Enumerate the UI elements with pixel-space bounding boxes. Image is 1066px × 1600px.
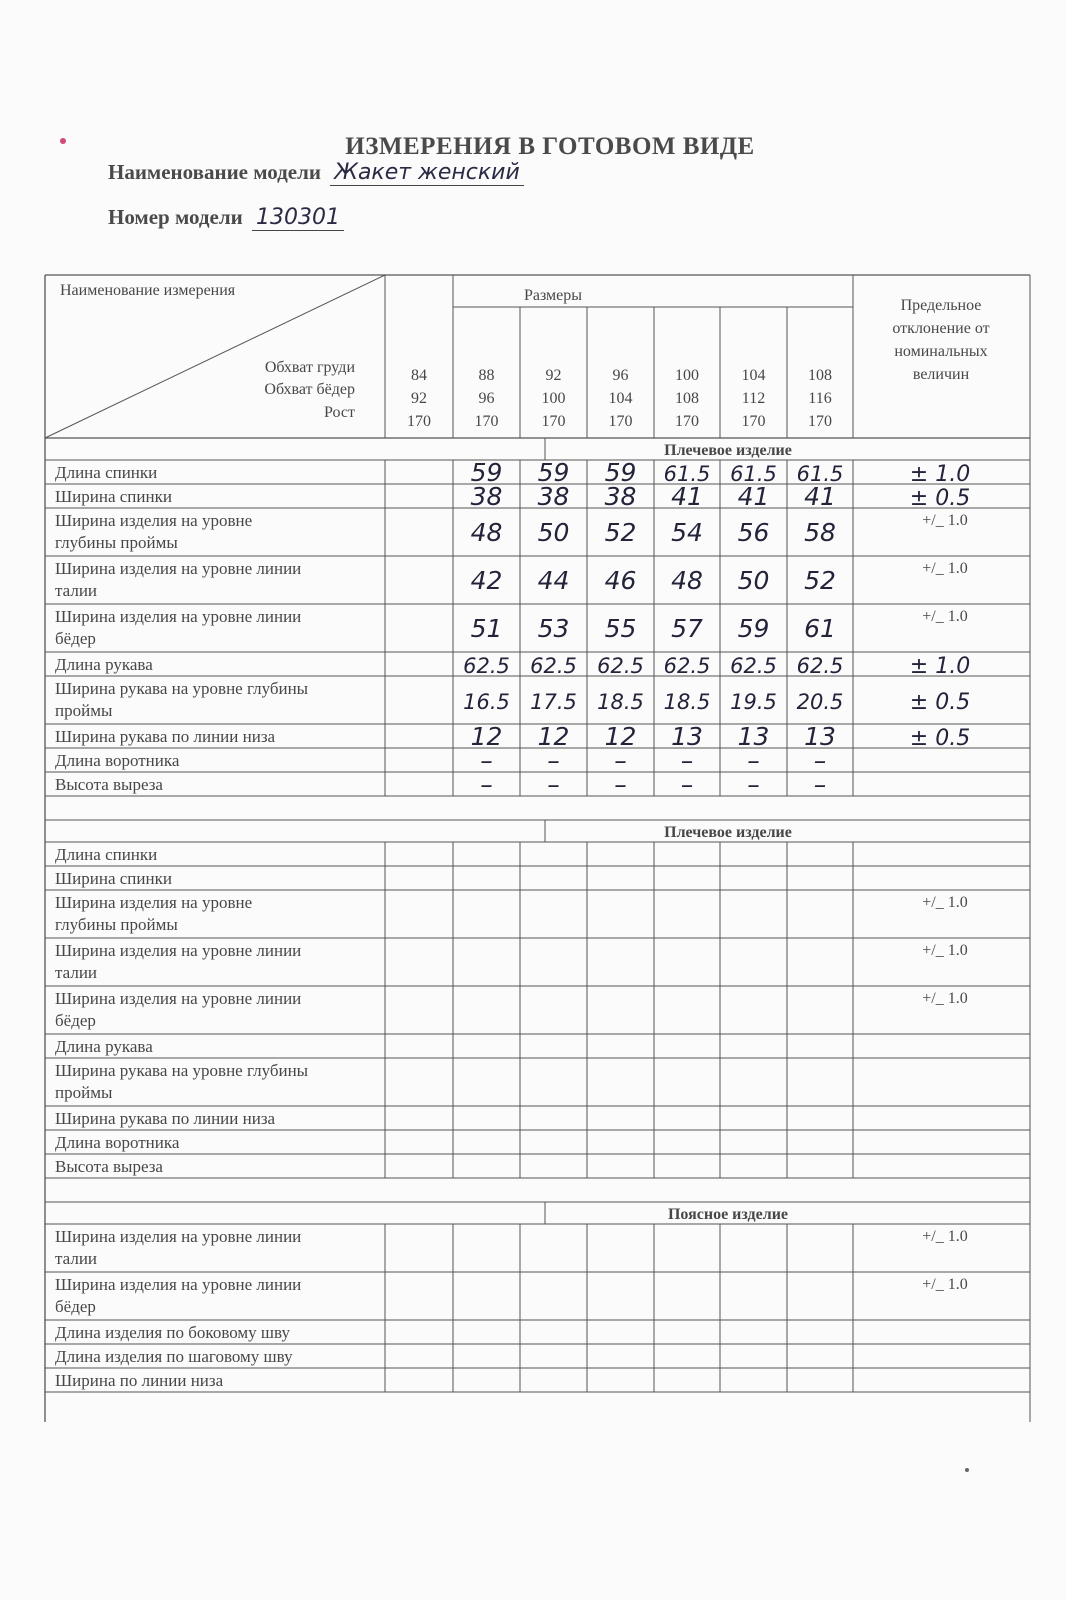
tolerance-value: ± 0.5 [909, 690, 971, 715]
model-number-label: Номер модели [108, 205, 243, 229]
measurement-value: 50 [737, 566, 770, 595]
measurement-value: 52 [604, 518, 637, 547]
measurement-name: глубины проймы [55, 533, 178, 552]
measurement-value: 56 [737, 518, 770, 547]
measurement-value: 62.5 [463, 654, 510, 678]
tolerance-value: +/_ 1.0 [922, 1228, 968, 1245]
measurement-value: 17.5 [530, 690, 577, 714]
tolerance-value: +/_ 1.0 [922, 894, 968, 911]
size-hips-value: 92 [411, 390, 427, 407]
size-hips-value: 112 [741, 390, 766, 407]
measurement-value: 61.5 [663, 462, 711, 486]
size-hips-value: 100 [541, 390, 566, 407]
measurement-value: 13 [737, 722, 770, 751]
size-height-value: 170 [407, 413, 431, 430]
tolerance-value: ± 1.0 [909, 462, 971, 487]
size-hips-value: 108 [675, 390, 699, 407]
measurement-name: Длина воротника [55, 1133, 180, 1152]
tolerance-value: +/_ 1.0 [922, 990, 968, 1007]
measurement-name: Ширина изделия на уровне линии [55, 559, 302, 578]
measurement-value: 62.5 [796, 654, 844, 678]
measurement-value: 41 [737, 482, 770, 511]
size-chest-value: 104 [741, 367, 766, 384]
size-height-value: 170 [608, 413, 633, 430]
measurement-value: 61.5 [796, 462, 844, 486]
model-name-label: Наименование модели [108, 160, 321, 184]
measurement-name: талии [55, 1249, 98, 1268]
measurement-value: – [614, 770, 627, 799]
measurement-value: 18.5 [663, 690, 711, 714]
measurement-value: 46 [604, 566, 637, 595]
size-chest-value: 88 [478, 367, 495, 384]
ink-spot [60, 138, 66, 144]
measurement-value: 52 [804, 566, 836, 595]
size-chest-value: 92 [545, 367, 562, 384]
size-hips-value: 96 [478, 390, 495, 407]
size-hips-value: 116 [808, 390, 832, 407]
measurement-name: Ширина спинки [55, 869, 172, 888]
measurement-value: – [547, 770, 560, 799]
measurement-value: 38 [604, 482, 637, 511]
measurement-value: 18.5 [597, 690, 644, 714]
measurement-name: Ширина изделия на уровне [55, 893, 253, 912]
measurement-value: – [680, 770, 694, 799]
measurement-value: – [480, 770, 493, 799]
section-title: Плечевое изделие [664, 824, 792, 841]
model-name-value: Жакет женский [330, 160, 524, 186]
document-title: ИЗМЕРЕНИЯ В ГОТОВОМ ВИДЕ [345, 133, 755, 160]
measurement-value: 38 [537, 482, 570, 511]
measurement-value: – [813, 770, 827, 799]
measurement-value: 62.5 [730, 654, 777, 678]
size-height-value: 170 [808, 413, 832, 430]
size-chest-value: 108 [808, 367, 832, 384]
measurement-value: 59 [470, 458, 503, 487]
measurement-value: 51 [470, 614, 503, 643]
header-deviation-label: номинальных [894, 343, 988, 360]
measurement-name: Ширина спинки [55, 487, 172, 506]
measurement-name: Длина изделия по боковому шву [55, 1323, 290, 1342]
measurement-name: Длина рукава [55, 1037, 153, 1056]
measurement-name: проймы [55, 701, 113, 720]
measurement-name: Ширина изделия на уровне линии [55, 989, 302, 1008]
measurement-value: 20.5 [796, 690, 844, 714]
measurement-value: – [813, 746, 827, 775]
header-deviation-label: величин [912, 366, 970, 383]
measurement-value: 61 [804, 614, 836, 643]
measurement-value: 50 [537, 518, 570, 547]
model-number-value: 130301 [252, 205, 344, 231]
tolerance-value: +/_ 1.0 [922, 560, 968, 577]
measurement-value: 13 [804, 722, 836, 751]
measurement-name: Ширина рукава на уровне глубины [55, 679, 309, 698]
measurement-name: Ширина изделия на уровне линии [55, 1275, 302, 1294]
measurement-value: 12 [470, 722, 503, 751]
measurement-value: 38 [470, 482, 503, 511]
measurement-value: – [547, 746, 560, 775]
measurement-value: 62.5 [530, 654, 577, 678]
measurement-value: 41 [804, 482, 836, 511]
size-chest-value: 84 [411, 367, 427, 384]
measurement-name: талии [55, 581, 98, 600]
measurement-value: 59 [537, 458, 570, 487]
measurement-value: 48 [470, 518, 503, 547]
measurement-value: 12 [537, 722, 570, 751]
measurement-value: 42 [470, 566, 503, 595]
measurement-value: 59 [604, 458, 637, 487]
measurement-name: бёдер [55, 629, 96, 648]
tolerance-value: +/_ 1.0 [922, 942, 968, 959]
measurement-value: 41 [671, 482, 703, 511]
size-height-value: 170 [675, 413, 699, 430]
tolerance-value: ± 1.0 [909, 654, 971, 679]
measurement-value: – [680, 746, 694, 775]
measurement-name: Длина воротника [55, 751, 180, 770]
measurement-value: – [480, 746, 493, 775]
measurement-name: глубины проймы [55, 915, 178, 934]
measurement-value: 58 [804, 518, 836, 547]
measurement-name: бёдер [55, 1297, 96, 1316]
measurement-value: – [747, 770, 760, 799]
measurement-value: 53 [537, 614, 570, 643]
measurement-value: 54 [671, 518, 703, 547]
section-title: Плечевое изделие [664, 442, 792, 459]
measurement-name: проймы [55, 1083, 113, 1102]
measurement-value: – [747, 746, 760, 775]
size-height-value: 170 [741, 413, 766, 430]
measurement-value: 48 [671, 566, 703, 595]
header-sizes-label: Размеры [523, 287, 583, 304]
header-hips-label: Обхват бёдер [264, 381, 355, 398]
header-name-label: Наименование измерения [60, 282, 236, 299]
measurement-name: талии [55, 963, 98, 982]
measurement-value: 12 [604, 722, 637, 751]
measurement-value: 57 [671, 614, 703, 643]
tolerance-value: +/_ 1.0 [922, 512, 968, 529]
ink-spot [965, 1468, 969, 1472]
measurement-value: 55 [604, 614, 637, 643]
measurement-value: 19.5 [730, 690, 777, 714]
header-chest-label: Обхват груди [264, 359, 355, 376]
section-title: Поясное изделие [667, 1206, 789, 1223]
size-chest-value: 96 [612, 367, 629, 384]
tolerance-value: ± 0.5 [909, 486, 971, 511]
measurement-name: Ширина рукава по линии низа [55, 1109, 276, 1128]
measurement-name: Ширина изделия на уровне [55, 511, 253, 530]
measurement-name: Ширина рукава по линии низа [55, 727, 276, 746]
tolerance-value: ± 0.5 [909, 726, 971, 751]
measurement-name: Ширина изделия на уровне линии [55, 607, 302, 626]
size-chest-value: 100 [675, 367, 699, 384]
measurement-name: Длина спинки [55, 463, 158, 482]
measurement-value: 59 [737, 614, 770, 643]
measurement-value: 44 [537, 566, 570, 595]
measurement-name: Ширина рукава на уровне глубины [55, 1061, 309, 1080]
measurement-value: 62.5 [663, 654, 711, 678]
size-height-value: 170 [474, 413, 499, 430]
measurement-name: Высота выреза [55, 775, 163, 794]
measurement-name: Высота выреза [55, 1157, 163, 1176]
measurement-name: Длина спинки [55, 845, 158, 864]
measurement-value: 61.5 [730, 462, 777, 486]
measurement-name: Ширина изделия на уровне линии [55, 1227, 302, 1246]
measurement-value: – [614, 746, 627, 775]
measurement-value: 62.5 [597, 654, 644, 678]
tolerance-value: +/_ 1.0 [922, 608, 968, 625]
measurement-name: Ширина изделия на уровне линии [55, 941, 302, 960]
measurement-value: 16.5 [463, 690, 510, 714]
tolerance-value: +/_ 1.0 [922, 1276, 968, 1293]
header-height-label: Рост [324, 404, 355, 421]
measurement-name: Ширина по линии низа [55, 1371, 224, 1390]
header-deviation-label: отклонение от [892, 320, 990, 337]
measurement-name: бёдер [55, 1011, 96, 1030]
size-height-value: 170 [541, 413, 566, 430]
measurement-value: 13 [671, 722, 703, 751]
measurement-name: Длина изделия по шаговому шву [55, 1347, 293, 1366]
size-hips-value: 104 [608, 390, 633, 407]
header-deviation-label: Предельное [900, 297, 982, 314]
measurement-name: Длина рукава [55, 655, 153, 674]
